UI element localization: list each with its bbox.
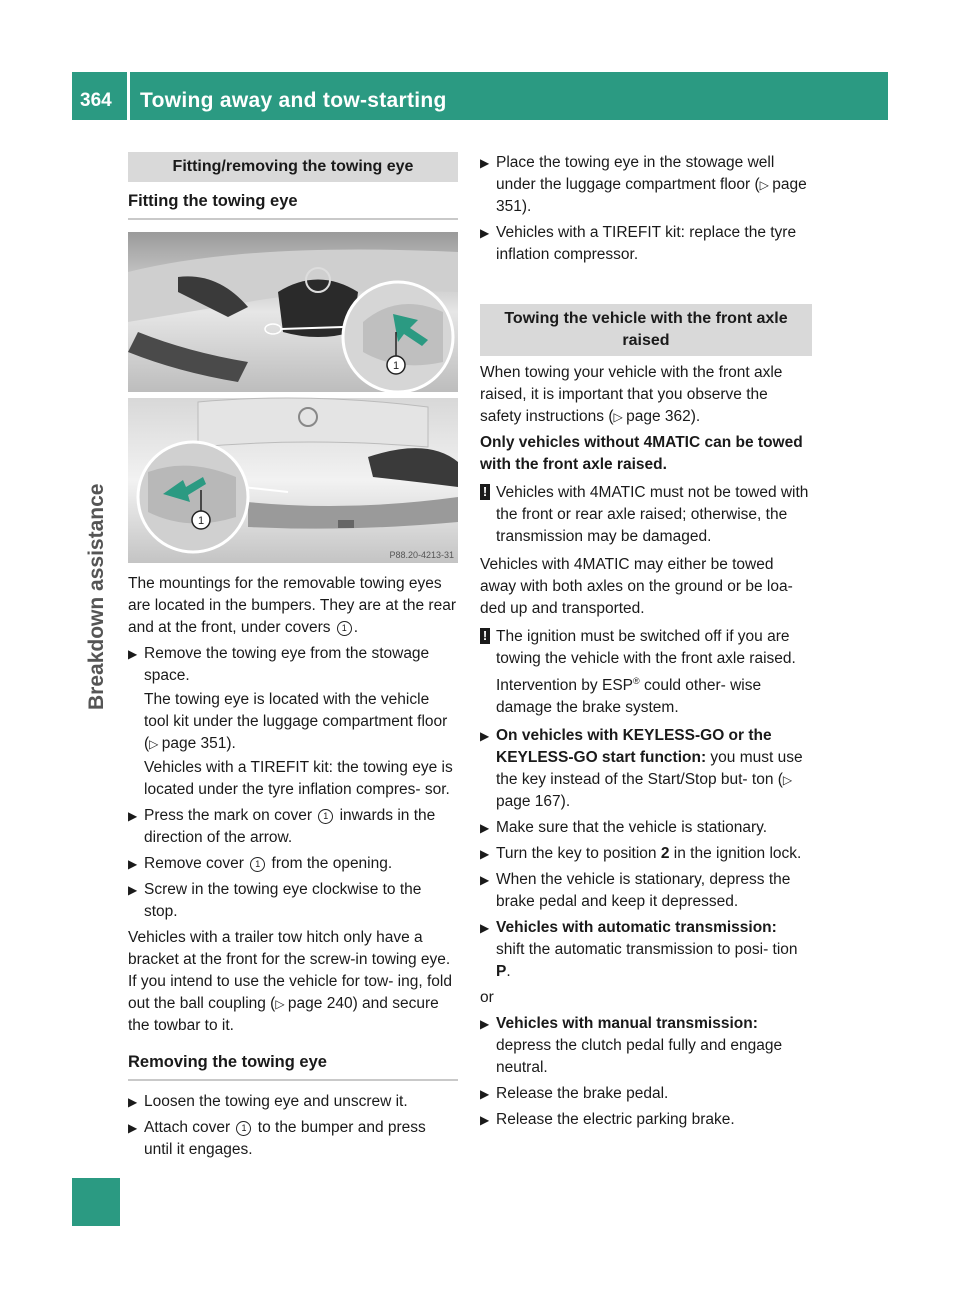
step-arrow-icon: ▶ [480,226,490,240]
side-tab-marker [72,1178,120,1226]
removing-heading: Removing the towing eye [128,1051,458,1081]
page-ref-362[interactable]: page 362 [626,408,691,425]
warning-icon: ! [480,484,490,500]
page-ref-167[interactable]: page 167 [496,793,561,811]
intro-paragraph: The mountings for the removable towing eyes are located in the bumpers. They are at the rear and at the front, under covers 1 . [128,575,456,636]
step-press-mark: ▶ Press the mark on cover 1 inwards in the direction of the arrow. [128,807,436,846]
step-arrow-icon: ▶ [128,883,138,897]
step-arrow-icon: ▶ [480,729,490,744]
warning-icon: ! [480,628,490,644]
step-arrow-icon: ▶ [480,1087,490,1102]
step-keyless: ▶ On vehicles with KEYLESS-GO or the KEYLESS-GO start function: you must use the key instead of the Start/Stop but- ton (▷ page 167). [480,727,803,811]
step-screw-in: ▶ Screw in the towing eye clockwise to the stop. [128,881,422,920]
step-arrow-icon: ▶ [480,821,490,836]
page-ref-351[interactable]: page 351 [161,735,227,752]
step-loosen: ▶ Loosen the towing eye and unscrew it. [128,1091,458,1113]
step-arrow-icon: ▶ [480,1017,490,1032]
page-ref-240[interactable]: page 240 [287,995,353,1012]
step-turn-key: ▶ Turn the key to position 2 in the ignition lock. [480,843,812,865]
towing-eye-figure [128,232,458,563]
only-without-4matic: Only vehicles without 4MATIC can be towed with the front axle raised. [480,434,803,473]
header-divider [127,72,130,120]
step-remove-eye: ▶ Remove the towing eye from the stowage space. The towing eye is located with the vehicle tool kit under the luggage compartment floor (▷ page 351). Vehicles with a TIREFIT kit: the towing eye is located under the tyre inflation compres- sor. [128,645,453,798]
step-arrow-icon: ▶ [128,1121,138,1135]
step-depress-brake: ▶ When the vehicle is stationary, depress the brake pedal and keep it depressed. [480,871,791,911]
section-heading: Fitting/removing the towing eye [128,152,458,182]
right-column [480,152,812,1135]
step-arrow-icon: ▶ [128,809,138,823]
front-intro: When towing your vehicle with the front axle raised, it is important that you observe the safety instructions (▷ page 362). [480,364,783,425]
step-stationary: ▶ Make sure that the vehicle is stationary. [480,817,812,839]
step-automatic: ▶ Vehicles with automatic transmission: shift the automatic transmission to posi- tion P. [480,919,798,981]
step-stow: ▶ Place the towing eye in the stowage well under the luggage compartment floor (▷ page 351). [480,154,807,215]
callout-1-rear: 1 [197,515,205,527]
step-arrow-icon: ▶ [128,1095,138,1109]
front-axle-heading: Towing the vehicle with the front axle raised [480,304,812,356]
step-release-parking: ▶ Release the electric parking brake. [480,1109,812,1131]
step-arrow-icon: ▶ [128,857,138,871]
step-arrow-icon: ▶ [480,1113,490,1128]
step-arrow-icon: ▶ [480,873,490,888]
step-manual: ▶ Vehicles with manual transmission: depress the clutch pedal fully and engage neutral. [480,1015,783,1077]
step-release-brake: ▶ Release the brake pedal. [480,1083,812,1105]
page-title: Towing away and tow-starting [140,89,447,112]
step-tirefit: ▶ Vehicles with a TIREFIT kit: replace the tyre inflation compressor. [480,224,797,263]
trailer-note: Vehicles with a trailer tow hitch only have a bracket at the front for the screw-in towing eye. If you intend to use the vehicle for tow- ing, fold out the ball coupling (▷ page 240) and secure the towbar to it. [128,929,452,1034]
fitting-heading: Fitting the towing eye [128,190,458,220]
or-text: or [480,989,494,1007]
para-4matic: Vehicles with 4MATIC may either be towed away with both axles on the ground or be loa- ded up and transported. [480,556,793,617]
page-number: 364 [80,90,112,111]
car-bumpers-illustration [128,232,458,563]
side-tab-label: Breakdown assistance [85,483,108,710]
step-arrow-icon: ▶ [480,921,490,936]
step-attach-cover: ▶ Attach cover 1 to the bumper and press until it engages. [128,1119,426,1158]
step-remove-cover: ▶ Remove cover 1 from the opening. [128,853,458,875]
callout-1-ref: 1 [337,621,352,636]
page-ref-351b[interactable]: page 351 [496,176,807,215]
warning-4matic: ! Vehicles with 4MATIC must not be towed with the front or rear axle raised; otherwise, the transmission may be damaged. [480,482,812,548]
callout-1-front: 1 [392,360,400,372]
left-column [128,152,458,1165]
step-arrow-icon: ▶ [480,156,490,170]
step-arrow-icon: ▶ [480,847,490,862]
figure-code: P88.20-4213-31 [389,550,454,560]
warning-ignition: ! The ignition must be switched off if you are towing the vehicle with the front axle raised. Intervention by ESP® could other- wise damage the brake system. [480,626,812,719]
step-arrow-icon: ▶ [128,647,138,661]
